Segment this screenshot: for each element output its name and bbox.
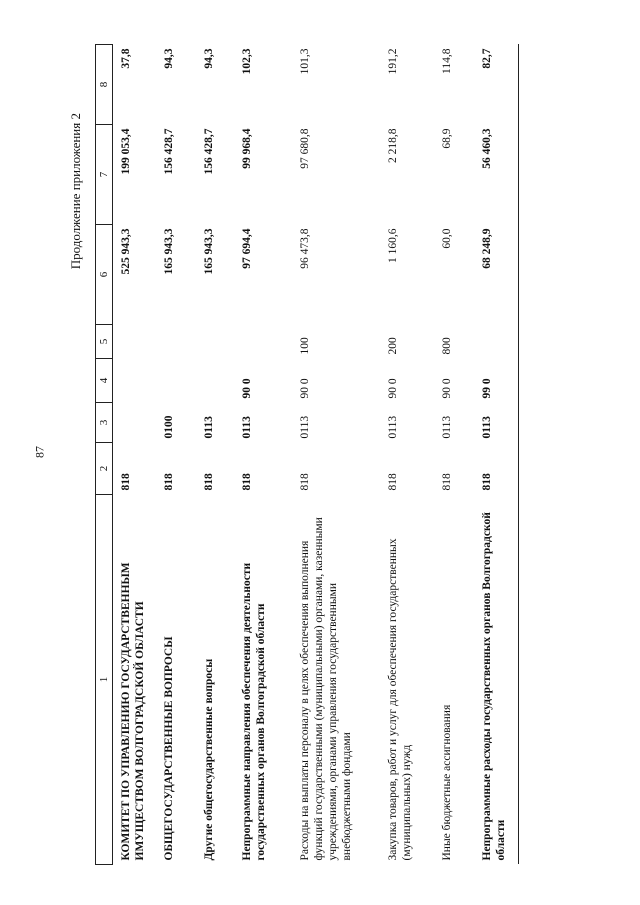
code-cell: 0113 (386, 415, 399, 439)
amount-cell: 156 428,7 (202, 128, 215, 175)
amount-cell: 156 428,7 (162, 128, 175, 175)
code-cell (199, 325, 237, 359)
code-cell: 100 (298, 337, 311, 355)
column-header: 6 (96, 225, 113, 325)
amount-cell: 525 943,3 (120, 228, 132, 275)
percent-cell: 102,3 (240, 48, 253, 75)
amount-cell: 96 473,8 (298, 228, 311, 269)
row-name: Непрограммные расходы государственных органов Волгоградской области (477, 495, 519, 865)
table-row (437, 45, 477, 865)
code-cell (237, 325, 295, 359)
code-cell: 0113 (440, 415, 453, 439)
amount-cell: 68 248,9 (477, 225, 519, 325)
amount-cell: 1 160,6 (386, 228, 399, 263)
code-cell: 818 (440, 473, 453, 491)
rotated-page-content (68, 45, 615, 865)
amount-cell: 56 460,3 (477, 125, 519, 225)
table-row (237, 45, 295, 865)
row-name: Расходы на выплаты персоналу в целях обеспечения выполнения функций государственными (муниципальными) органами, казенными учреждениями, органами управления государственными внебюджетными фондами (298, 517, 353, 861)
amount-cell: 68,9 (440, 128, 453, 149)
code-cell: 800 (440, 337, 453, 355)
amount-cell: 60,0 (440, 228, 453, 249)
header-row (96, 45, 113, 865)
row-name: Другие общегосударственные вопросы (202, 658, 215, 861)
amount-cell: 2 218,8 (386, 128, 399, 163)
percent-cell: 101,3 (298, 48, 311, 75)
row-name: КОМИТЕТ ПО УПРАВЛЕНИЮ ГОСУДАРСТВЕННЫМ ИМУЩЕСТВОМ ВОЛГОГРАДСКОЙ ОБЛАСТИ (120, 562, 146, 861)
code-cell: 90 0 (240, 378, 253, 399)
percent-cell: 94,3 (202, 48, 215, 69)
row-name: Иные бюджетные ассигнования (440, 704, 453, 861)
code-cell (199, 359, 237, 403)
code-cell (477, 325, 519, 359)
amount-cell: 165 943,3 (202, 228, 215, 275)
percent-cell: 94,3 (162, 48, 175, 69)
code-cell: 0113 (477, 403, 519, 443)
column-header: 7 (96, 125, 113, 225)
column-header: 5 (96, 325, 113, 359)
code-cell: 818 (386, 473, 399, 491)
code-cell (159, 325, 199, 359)
code-cell: 0113 (202, 416, 215, 439)
code-cell (113, 325, 159, 359)
code-cell (159, 359, 199, 403)
table-row (159, 45, 199, 865)
row-name: Закупка товаров, работ и услуг для обеспечения государственных (муниципальных) нужд (386, 538, 413, 861)
table-row (477, 45, 519, 865)
page-number: 87 (32, 446, 47, 458)
row-name: ОБЩЕГОСУДАРСТВЕННЫЕ ВОПРОСЫ (162, 636, 175, 861)
code-cell (113, 403, 159, 443)
amount-cell: 97 694,4 (240, 228, 253, 269)
code-cell: 818 (162, 473, 175, 491)
code-cell: 818 (202, 473, 215, 491)
continuation-title: Продолжение приложения 2 (68, 113, 83, 270)
budget-table (95, 44, 519, 865)
row-name: Непрограммные направления обеспечения деятельности государственных органов Волгоградской области (240, 562, 267, 861)
column-header: 3 (96, 403, 113, 443)
code-cell: 90 0 (386, 378, 399, 399)
column-header: 2 (96, 443, 113, 495)
table-row (295, 45, 383, 865)
percent-cell: 191,2 (386, 48, 399, 75)
amount-cell: 199 053,4 (120, 128, 132, 175)
percent-cell: 82,7 (477, 45, 519, 125)
column-header: 1 (96, 495, 113, 865)
table-row (383, 45, 437, 865)
code-cell: 818 (298, 473, 311, 491)
amount-cell: 97 680,8 (298, 128, 311, 169)
column-header: 8 (96, 45, 113, 125)
percent-cell: 37,8 (120, 48, 132, 69)
amount-cell: 165 943,3 (162, 228, 175, 275)
percent-cell: 114,8 (440, 48, 453, 74)
code-cell: 818 (120, 473, 132, 491)
code-cell: 90 0 (440, 378, 453, 399)
code-cell: 818 (240, 473, 253, 491)
code-cell: 0113 (240, 416, 253, 439)
column-header: 4 (96, 359, 113, 403)
table-row (199, 45, 237, 865)
code-cell: 0113 (298, 415, 311, 439)
code-cell: 200 (386, 337, 399, 355)
amount-cell: 99 968,4 (240, 128, 253, 169)
code-cell: 818 (477, 443, 519, 495)
code-cell: 99 0 (477, 359, 519, 403)
table-row (113, 45, 159, 865)
code-cell: 90 0 (298, 378, 311, 399)
code-cell (113, 359, 159, 403)
code-cell: 0100 (162, 415, 175, 439)
